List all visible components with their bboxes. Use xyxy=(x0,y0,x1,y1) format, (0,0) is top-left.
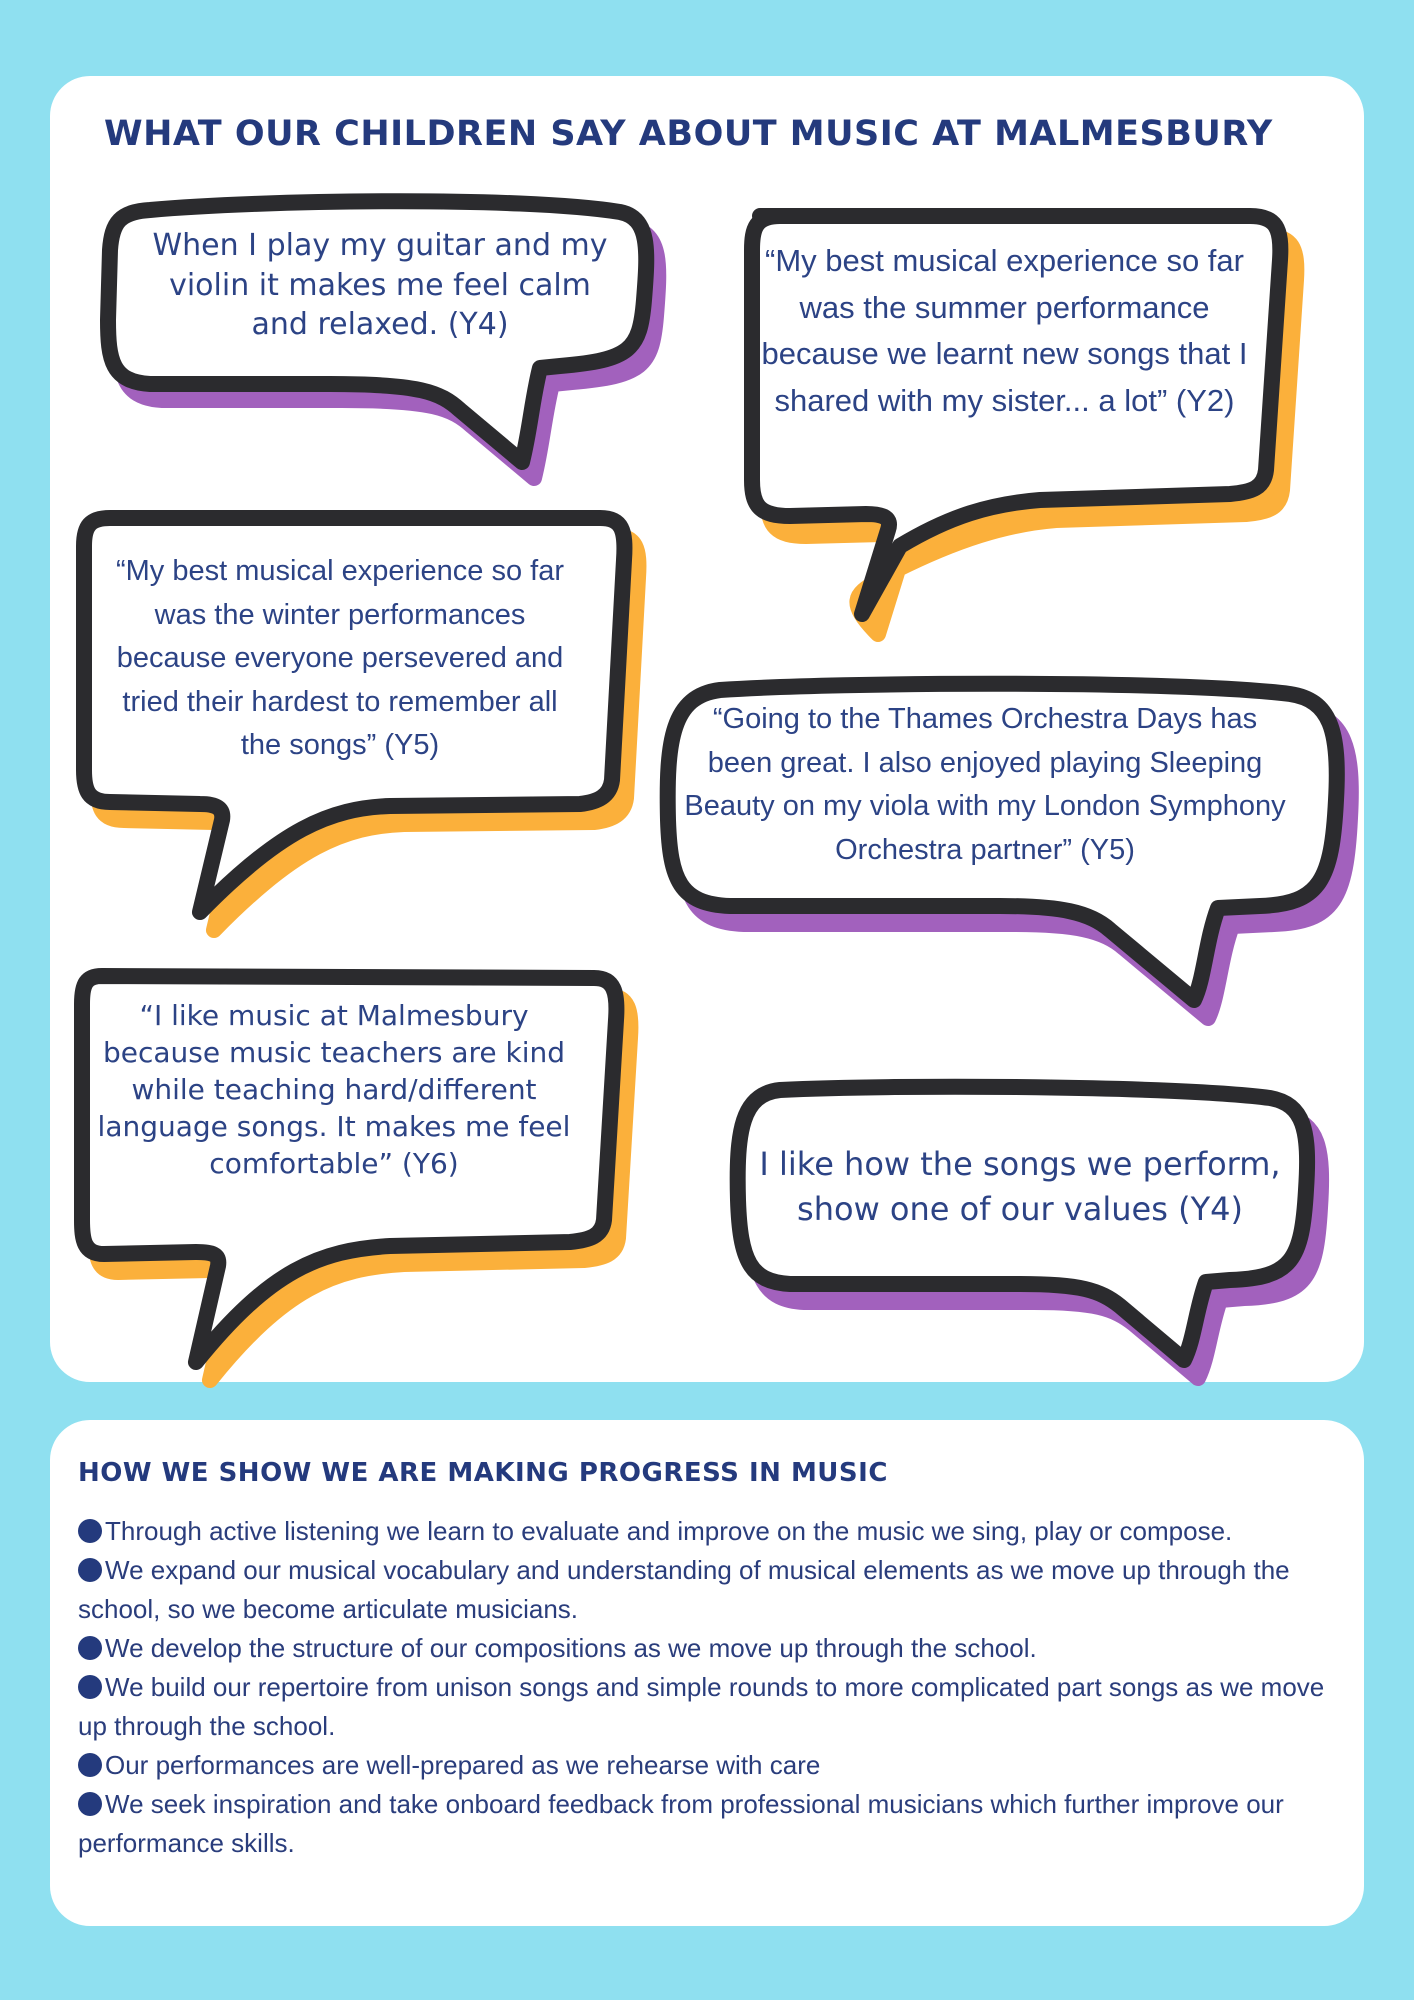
progress-title: HOW WE SHOW WE ARE MAKING PROGRESS IN MUSIC xyxy=(78,1458,888,1488)
page-title: WHAT OUR CHILDREN SAY ABOUT MUSIC AT MALMESBURY xyxy=(104,114,1273,154)
bullet-icon xyxy=(78,1519,102,1543)
progress-item xyxy=(78,1551,1328,1629)
progress-item-text: We seek inspiration and take onboard feedback from professional musicians which further improve our performance skills. xyxy=(78,1789,1284,1858)
bullet-icon xyxy=(78,1636,102,1660)
quote-5: “I like music at Malmesbury because music teachers are kind while teaching hard/different language songs. It makes me feel comfortable” (Y6) xyxy=(97,999,571,1180)
progress-item xyxy=(78,1668,1328,1746)
progress-item-text: Through active listening we learn to evaluate and improve on the music we sing, play or compose. xyxy=(105,1516,1233,1546)
progress-list xyxy=(78,1512,1328,1863)
progress-item-text: Our performances are well-prepared as we rehearse with care xyxy=(105,1750,821,1780)
bullet-icon xyxy=(78,1675,102,1699)
quote-4: “Going to the Thames Orchestra Days has been great. I also enjoyed playing Sleeping Beauty on my viola with my London Symphony Orchestra partner” (Y5) xyxy=(684,703,1286,866)
quote-1: When I play my guitar and my violin it makes me feel calm and relaxed. (Y4) xyxy=(152,228,608,343)
progress-item-text: We develop the structure of our compositions as we move up through the school. xyxy=(105,1633,1037,1663)
bullet-icon xyxy=(78,1753,102,1777)
progress-item-text: We build our repertoire from unison songs and simple rounds to more complicated part songs as we move up through the school. xyxy=(78,1672,1325,1741)
quote-6: I like how the songs we perform, show one of our values (Y4) xyxy=(759,1145,1281,1229)
bullet-icon xyxy=(78,1558,102,1582)
progress-item-text: We expand our musical vocabulary and understanding of musical elements as we move up through the school, so we become articulate musicians. xyxy=(78,1555,1290,1624)
progress-item xyxy=(78,1785,1328,1863)
progress-item xyxy=(78,1746,1328,1785)
progress-item xyxy=(78,1629,1328,1668)
progress-item xyxy=(78,1512,1328,1551)
bullet-icon xyxy=(78,1792,102,1816)
quote-2: “My best musical experience so far was the summer performance because we learnt new songs that I shared with my sister... a lot” (Y2) xyxy=(761,243,1248,418)
quote-3: “My best musical experience so far was the winter performances because everyone persevered and tried their hardest to remember all the songs” (Y5) xyxy=(115,555,565,761)
